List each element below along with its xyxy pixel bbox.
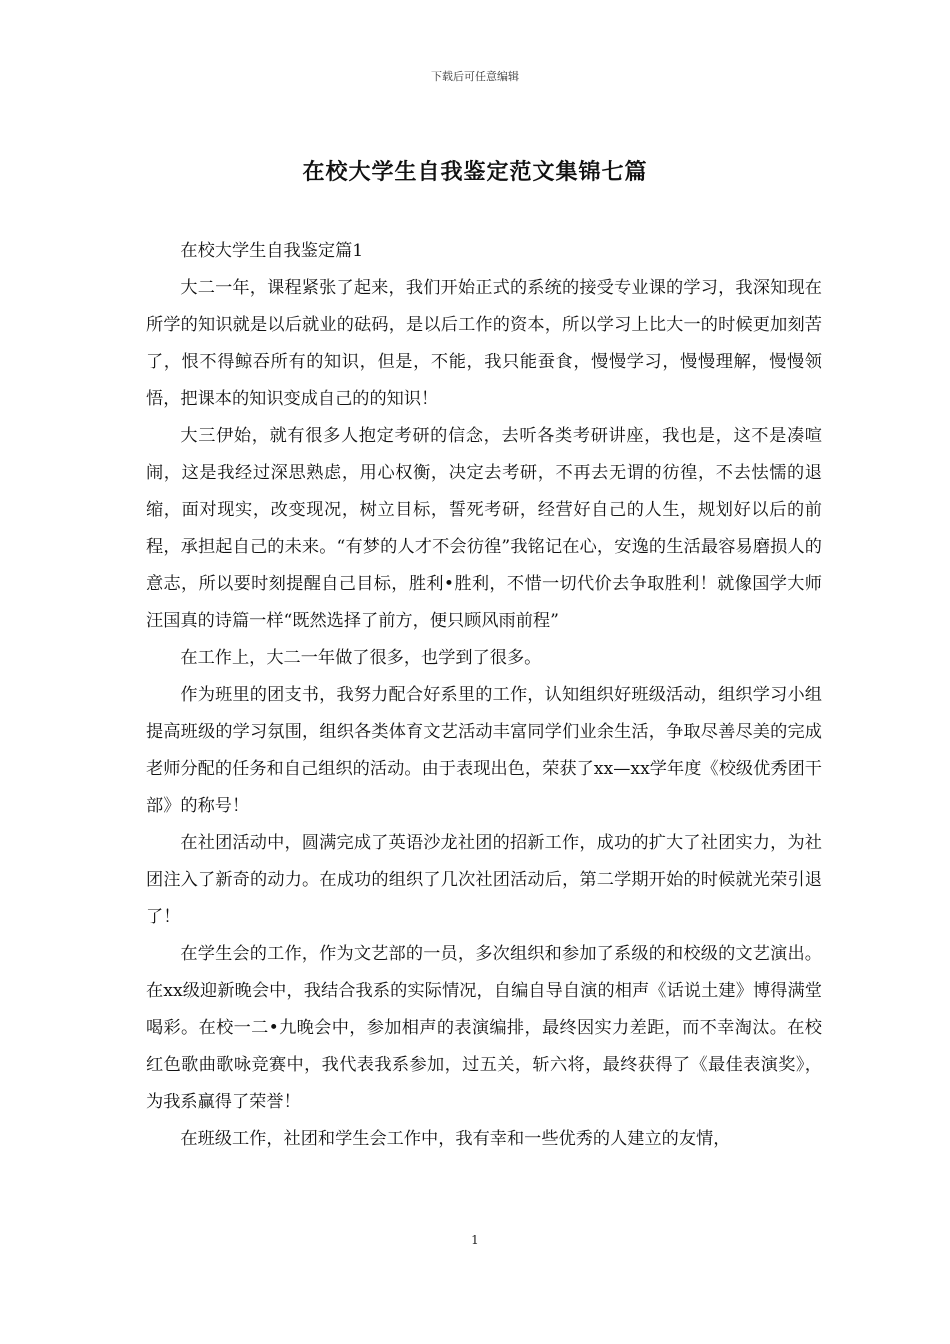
page-title: 在校大学生自我鉴定范文集锦七篇 xyxy=(302,160,648,185)
paragraph: 大二一年，课程紧张了起来，我们开始正式的系统的接受专业课的学习，我深知现在所学的知识就是以后就业的砝码，是以后工作的资本，所以学习上比大一的时候更加刻苦了，恨不得鲸吞所有的知识，但是，不能，我只能蚕食，慢慢学习，慢慢理解，慢慢领悟，把课本的知识变成自己的的知识！ xyxy=(146,278,822,409)
paragraph: 在社团活动中，圆满完成了英语沙龙社团的招新工作，成功的扩大了社团实力，为社团注入了新奇的动力。在成功的组织了几次社团活动后，第二学期开始的时候就光荣引退了！ xyxy=(146,833,822,927)
document-body xyxy=(146,233,822,1158)
section-heading: 在校大学生自我鉴定篇1 xyxy=(180,241,364,261)
page-number: 1 xyxy=(471,1233,479,1247)
paragraph: 大三伊始，就有很多人抱定考研的信念，去听各类考研讲座，我也是，这不是凑喧闹，这是我经过深思熟虑，用心权衡，决定去考研，不再去无谓的彷徨，不去怯懦的退缩，面对现实，改变现况，树立目标，誓死考研，经营好自己的人生，规划好以后的前程，承担起自己的未来。“有梦的人才不会彷徨”我铭记在心，安逸的生活最容易磨损人的意志，所以要时刻提醒自己目标，胜利•胜利，不惜一切代价去争取胜利！就像国学大师汪国真的诗篇一样“既然选择了前方，便只顾风雨前程” xyxy=(146,426,822,631)
paragraph: 在工作上，大二一年做了很多，也学到了很多。 xyxy=(180,648,542,668)
paragraph: 在学生会的工作，作为文艺部的一员，多次组织和参加了系级的和校级的文艺演出。在xx级迎新晚会中，我结合我系的实际情况，自编自导自演的相声《话说土建》博得满堂喝彩。在校一二•九晚会中，参加相声的表演编排，最终因实力差距，而不幸淘汰。在校红色歌曲歌咏竞赛中，我代表我系参加，过五关，斩六将，最终获得了《最佳表演奖》，为我系赢得了荣誉！ xyxy=(146,944,822,1112)
paragraph: 作为班里的团支书，我努力配合好系里的工作，认知组织好班级活动，组织学习小组提高班级的学习氛围，组织各类体育文艺活动丰富同学们业余生活，争取尽善尽美的完成老师分配的任务和自己组织的活动。由于表现出色，荣获了xx—xx学年度《校级优秀团干部》的称号！ xyxy=(146,685,822,816)
header-note: 下载后可任意编辑 xyxy=(431,70,519,83)
paragraph: 在班级工作，社团和学生会工作中，我有幸和一些优秀的人建立的友情， xyxy=(180,1129,731,1149)
